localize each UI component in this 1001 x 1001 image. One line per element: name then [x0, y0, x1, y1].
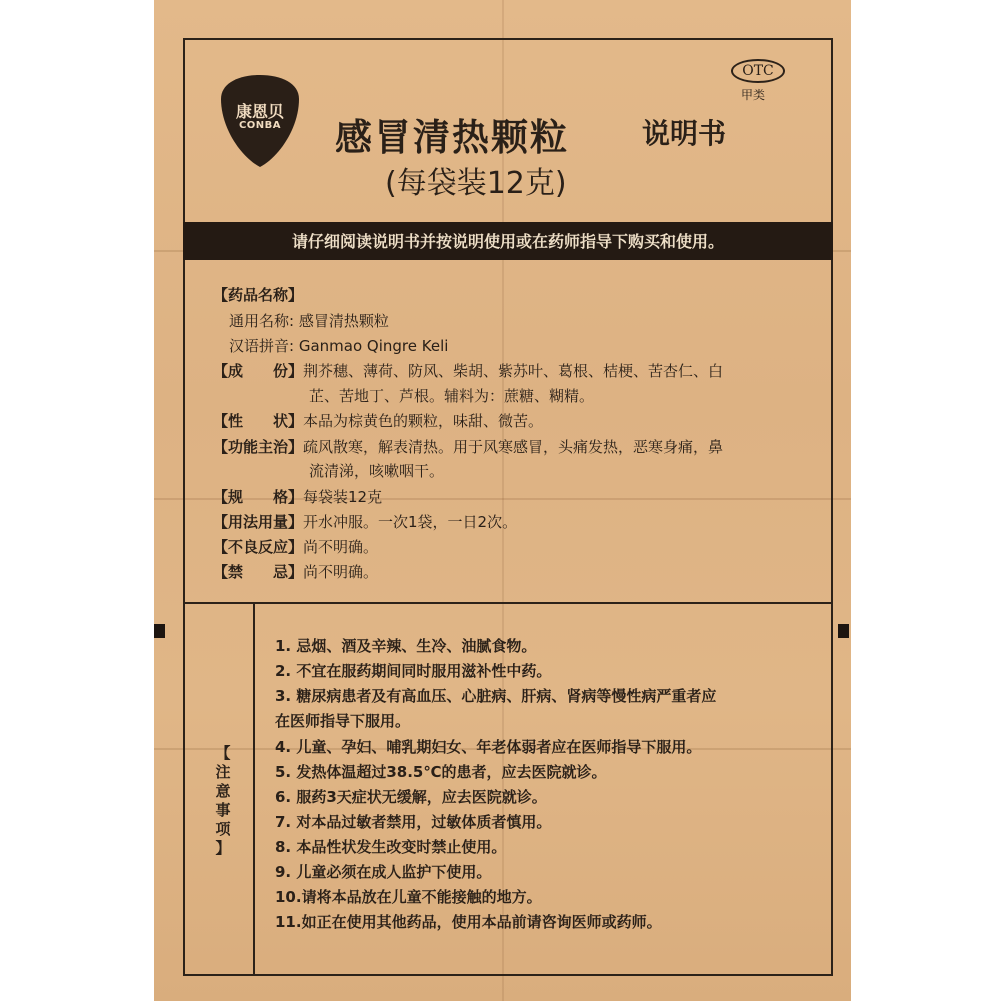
field-value: 荆芥穗、薄荷、防风、柴胡、紫苏叶、葛根、桔梗、苦杏仁、白	[303, 362, 724, 380]
field-label: 【功能主治】	[213, 438, 304, 456]
field-label: 【禁 忌】	[213, 563, 304, 581]
indication-continued: 流清涕，咳嗽咽干。	[309, 462, 445, 480]
field-label: 【规 格】	[213, 488, 304, 506]
otc-badge: OTC	[731, 59, 785, 83]
column-divider	[253, 603, 255, 976]
row-contraindications	[213, 562, 378, 582]
field-label: 通用名称:	[229, 312, 295, 330]
precaution-item: 9. 儿童必须在成人监护下使用。	[275, 863, 492, 881]
precaution-item-continued: 在医师指导下服用。	[275, 712, 411, 730]
precaution-item: 6. 服药3天症状无缓解，应去医院就诊。	[275, 788, 547, 806]
package-spec: (每袋装12克)	[385, 166, 567, 201]
field-value: 本品为棕黄色的颗粒，味甜、微苦。	[303, 412, 544, 430]
row-indication	[213, 437, 723, 457]
row-spec	[213, 487, 382, 507]
row-adverse-reactions	[213, 537, 378, 557]
document-title: 感冒清热颗粒	[335, 116, 569, 159]
warning-banner-text: 请仔细阅读说明书并按说明使用或在药师指导下购买和使用。	[291, 232, 724, 251]
field-value: 尚不明确。	[303, 563, 379, 581]
precaution-item: 3. 糖尿病患者及有高血压、心脏病、肝病、肾病等慢性病严重者应	[275, 687, 717, 705]
precaution-item: 11.如正在使用其他药品，使用本品前请咨询医师或药师。	[275, 913, 662, 931]
field-label: 【不良反应】	[213, 538, 304, 556]
row-generic-name	[229, 311, 389, 331]
field-value: Ganmao Qingre Keli	[298, 337, 449, 355]
field-value: 感冒清热颗粒	[298, 312, 389, 330]
section-divider	[183, 602, 833, 604]
field-label: 汉语拼音:	[229, 337, 295, 355]
brand-name: 康恩贝	[235, 102, 284, 121]
row-appearance	[213, 411, 543, 431]
field-value: 尚不明确。	[303, 538, 379, 556]
precautions-label: 【 注 意 事 项 】	[215, 744, 231, 857]
row-composition	[213, 361, 723, 381]
precaution-item: 5. 发热体温超过38.5℃的患者，应去医院就诊。	[275, 763, 607, 781]
precaution-item: 2. 不宜在服药期间同时服用滋补性中药。	[275, 662, 552, 680]
composition-continued: 芷、苦地丁、芦根。辅料为：蔗糖、糊精。	[309, 387, 595, 405]
registration-mark	[838, 624, 849, 638]
precaution-item: 4. 儿童、孕妇、哺乳期妇女、年老体弱者应在医师指导下服用。	[275, 738, 702, 756]
precaution-item: 1. 忌烟、酒及辛辣、生冷、油腻食物。	[275, 637, 537, 655]
precaution-item: 10.请将本品放在儿童不能接触的地方。	[275, 888, 542, 906]
field-label: 【成 份】	[213, 362, 304, 380]
otc-class: 甲类	[741, 88, 766, 102]
row-usage	[213, 512, 517, 532]
field-label: 【性 状】	[213, 412, 304, 430]
precaution-item: 8. 本品性状发生改变时禁止使用。	[275, 838, 507, 856]
field-value: 开水冲服。一次1袋，一日2次。	[303, 513, 518, 531]
field-value: 每袋装12克	[303, 488, 383, 506]
title-suffix: 说明书	[642, 117, 727, 150]
registration-mark	[154, 624, 165, 638]
brand-name-en: CONBA	[238, 120, 282, 131]
section-label: 【药品名称】	[213, 286, 304, 304]
field-label: 【用法用量】	[213, 513, 304, 531]
section-drug-name	[213, 285, 303, 305]
row-pinyin	[229, 336, 448, 356]
precaution-item: 7. 对本品过敏者禁用，过敏体质者慎用。	[275, 813, 552, 831]
field-value: 疏风散寒，解表清热。用于风寒感冒，头痛发热，恶寒身痛，鼻	[303, 438, 724, 456]
